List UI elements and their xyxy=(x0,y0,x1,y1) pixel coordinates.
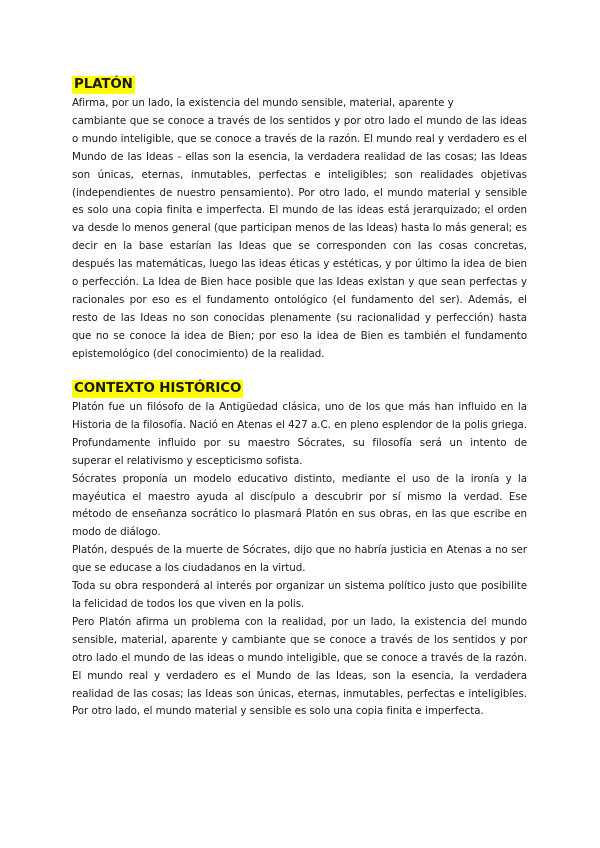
text-line: El mundo real y verdadero es el Mundo de las Ideas, son la esencia, la verdadera xyxy=(72,669,527,682)
text-line: o perfección. La Idea de Bien hace posible que las Ideas existan y que sean perfectas y xyxy=(72,276,527,289)
text-line: Toda su obra responderá al interés por organizar un sistema político justo que posibilite xyxy=(72,580,527,593)
text-line: sensible, material, aparente y cambiante que se conoce a través de los sentidos y por xyxy=(72,633,527,646)
text-line: la felicidad de todos los que viven en la polis. xyxy=(72,597,305,610)
text-line: que no se conoce la idea de Bien; por eso la idea de Bien es también el fundamento xyxy=(72,329,527,342)
section-contexto-historico xyxy=(72,377,527,721)
text-line: mayéutica el maestro ayuda al discípulo a descubrir por sí mismo la verdad. Ese xyxy=(72,490,527,503)
text-line: que se educase a los ciudadanos en la virtud. xyxy=(72,562,306,575)
text-line: epistemológico (del conocimiento) de la realidad. xyxy=(72,347,325,360)
text-line: modo de diálogo. xyxy=(72,526,161,539)
section-heading: CONTEXTO HISTÓRICO xyxy=(74,381,242,396)
text-line: cambiante que se conoce a través de los sentidos y por otro lado el mundo de las ideas xyxy=(72,114,527,127)
text-line: Platón fue un filósofo de la Antigüedad clásica, uno de los que más han influido en la xyxy=(72,401,527,413)
text-line: Historia de la filosofía. Nació en Atenas el 427 a.C. en pleno esplendor de la polis griega. xyxy=(72,418,527,431)
text-line: (independientes de nuestro pensamiento). Por otro lado, el mundo material y sensible xyxy=(72,186,527,199)
text-line: va desde lo menos general (que participan menos de las Ideas) hasta lo más general; es xyxy=(72,222,527,235)
text-line: Platón, después de la muerte de Sócrates, dijo que no habría justicia en Atenas a no ser xyxy=(72,544,527,557)
text-line: Sócrates proponía un modelo educativo distinto, mediante el uso de la ironía y la xyxy=(72,472,527,485)
text-line: otro lado el mundo de las ideas o mundo inteligible, que se conoce a través de la razón. xyxy=(72,651,527,664)
text-line: o mundo inteligible, que se conoce a través de la razón. El mundo real y verdadero es el xyxy=(72,132,527,145)
text-line: Pero Platón afirma un problema con la realidad, por un lado, la existencia del mundo xyxy=(72,615,527,628)
section-body xyxy=(72,399,527,721)
section-body xyxy=(72,95,527,364)
text-line: realidad de las cosas; las Ideas son únicas, eternas, inmutables, perfectas e inteligibles. xyxy=(72,687,527,700)
section-platon xyxy=(72,73,527,364)
text-line: Profundamente influido por su maestro Sócrates, su filosofía será un intento de xyxy=(72,436,527,449)
text-line: método de enseñanza socrático lo plasmará Platón en sus obras, en las que escribe en xyxy=(72,508,527,521)
text-line: Por otro lado, el mundo material y sensible es solo una copia finita e imperfecta. xyxy=(72,705,484,718)
text-line: Afirma, por un lado, la existencia del mundo sensible, material, aparente y xyxy=(72,97,454,109)
text-line: superar el relativismo y escepticismo sofista. xyxy=(72,454,303,467)
text-line: son únicas, eternas, inmutables, perfectas e inteligibles; son realidades objetivas xyxy=(72,168,527,181)
text-line: racionales por eso es el fundamento ontológico (el fundamento del ser). Además, el xyxy=(72,293,527,306)
text-line: Mundo de las Ideas - ellas son la esencia, la verdadera realidad de las cosas; las Ideas xyxy=(72,150,527,163)
text-line: es solo una copia finita e imperfecta. El mundo de las ideas está jerarquizado; el orden xyxy=(72,204,527,217)
text-line: decir en la base estarían las Ideas que se corresponden con las cosas concretas, xyxy=(72,240,527,253)
text-line: resto de las Ideas no son conocidas plenamente (su racionalidad y perfección) hasta xyxy=(72,311,527,324)
text-line: después las matemáticas, luego las ideas éticas y estéticas, y por último la idea de bien xyxy=(72,258,527,271)
section-heading: PLATÓN xyxy=(74,77,133,92)
